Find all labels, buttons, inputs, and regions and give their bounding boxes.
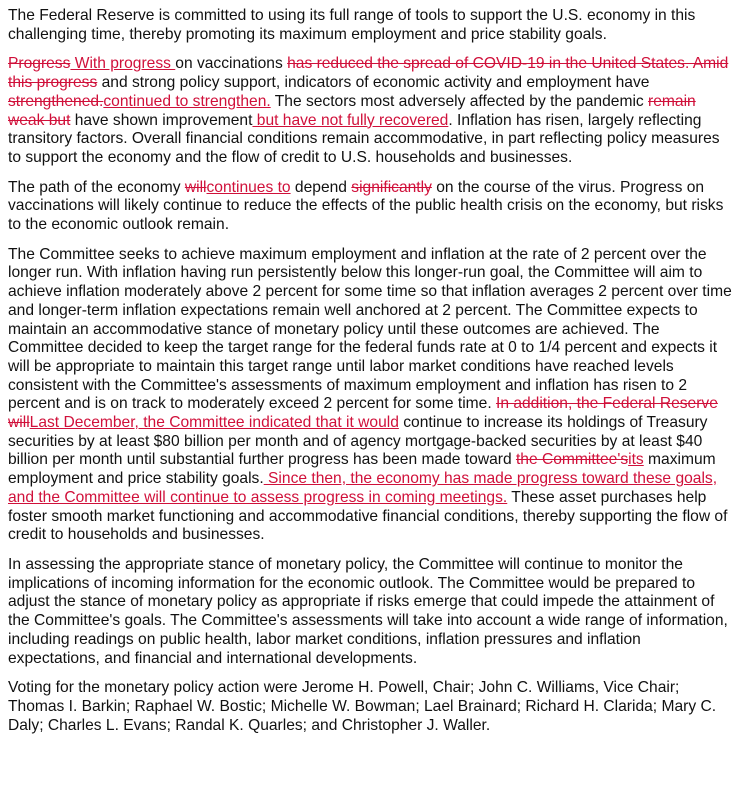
body-text: These asset purchases help foster smooth market functioning and accommodative financial conditions, thereby supporting the flow of credit to households and businesses. xyxy=(8,488,728,544)
body-text: depend xyxy=(290,178,352,196)
deleted-text: remain weak but xyxy=(8,92,696,129)
body-text: on the course of the virus. Progress on vaccinations will likely continue to reduce the effects of the public health crisis on the economy, but risks to the economic outlook remain. xyxy=(8,178,724,234)
body-text: Voting for the monetary policy action were Jerome H. Powell, Chair; John C. Williams, Vice Chair; Thomas I. Barkin; Raphael W. Bostic; Michelle W. Bowman; Lael Brainard; Richard H. Clarida; Mary C. Daly; Charles L. Evans; Randal K. Quarles; and Christopher J. Waller. xyxy=(8,679,717,734)
body-text: The sectors most adversely affected by the pandemic xyxy=(270,92,649,110)
paragraph-intro xyxy=(8,7,732,44)
deleted-text: strengthened. xyxy=(8,92,104,110)
paragraph-economic-conditions xyxy=(8,55,732,167)
body-text: . Inflation has risen, largely reflecting transitory factors. Overall financial conditions remain accommodative, in part reflecting policy measures to support the economy and the flow of credit to U.S. households and businesses. xyxy=(8,111,720,166)
inserted-text: continues to xyxy=(206,178,291,196)
inserted-text: its xyxy=(628,451,644,469)
body-text: and strong policy support, indicators of economic activity and employment have xyxy=(97,74,650,92)
inserted-text: With progress xyxy=(70,55,176,73)
body-text: maximum employment and price stability goals. xyxy=(8,451,716,488)
paragraph-monitoring xyxy=(8,556,732,668)
body-text: on vaccinations xyxy=(175,55,288,73)
inserted-text: but have not fully recovered xyxy=(252,111,449,129)
body-text: The Federal Reserve is committed to using its full range of tools to support the U.S. economy in this challenging time, thereby promoting its maximum employment and price stability goals. xyxy=(8,7,696,43)
body-text: continue to increase its holdings of Treasury securities by at least $80 billion per month and of agency mortgage-backed securities by at least $40 billion per month until substantial further progress has been made toward xyxy=(8,414,708,469)
inserted-text: Last December, the Committee indicated that it would xyxy=(29,414,399,432)
body-text: The Committee seeks to achieve maximum employment and inflation at the rate of 2 percent over the longer run. With inflation having run persistently below this longer-run goal, the Committee will aim to achieve inflation moderately above 2 percent for some time so that inflation averages 2 percent over time and longer-term inflation expectations remain well anchored at 2 percent. The Committee expects to maintain an accommodative stance of monetary policy until these outcomes are achieved. The Committee decided to keep the target range for the federal funds rate at 0 to 1/4 percent and expects it will be appropriate to maintain this target range until labor market conditions have reached levels consistent with the Committee's assessments of maximum employment and inflation has risen to 2 percent and is on track to moderately exceed 2 percent for some time. xyxy=(8,245,732,413)
deleted-text: Progress xyxy=(8,55,71,73)
inserted-text: Since then, the economy has made progress toward these goals, and the Committee will continue to assess progress in coming meetings. xyxy=(8,470,718,506)
deleted-text: has reduced the spread of COVID-19 in the United States. Amid this progress xyxy=(8,55,729,92)
paragraph-voting xyxy=(8,679,732,735)
deleted-text: the Committee's xyxy=(515,451,629,469)
paragraph-policy-decision xyxy=(8,246,732,545)
deleted-text: In addition, the Federal Reserve will xyxy=(8,395,718,432)
deleted-text: significantly xyxy=(351,178,432,196)
deleted-text: will xyxy=(184,178,207,196)
inserted-text: continued to strengthen. xyxy=(103,92,271,110)
body-text: The path of the economy xyxy=(8,178,185,196)
body-text: have shown improvement xyxy=(70,111,253,129)
paragraph-outlook xyxy=(8,179,732,235)
body-text: In assessing the appropriate stance of monetary policy, the Committee will continue to monitor the implications of incoming information for the economic outlook. The Committee would be prepared to adjust the stance of monetary policy as appropriate if risks emerge that could impede the attainment of the Committee's goals. The Committee's assessments will take into account a wide range of information, including readings on public health, labor market conditions, inflation pressures and inflation expectations, and financial and international developments. xyxy=(8,555,728,667)
